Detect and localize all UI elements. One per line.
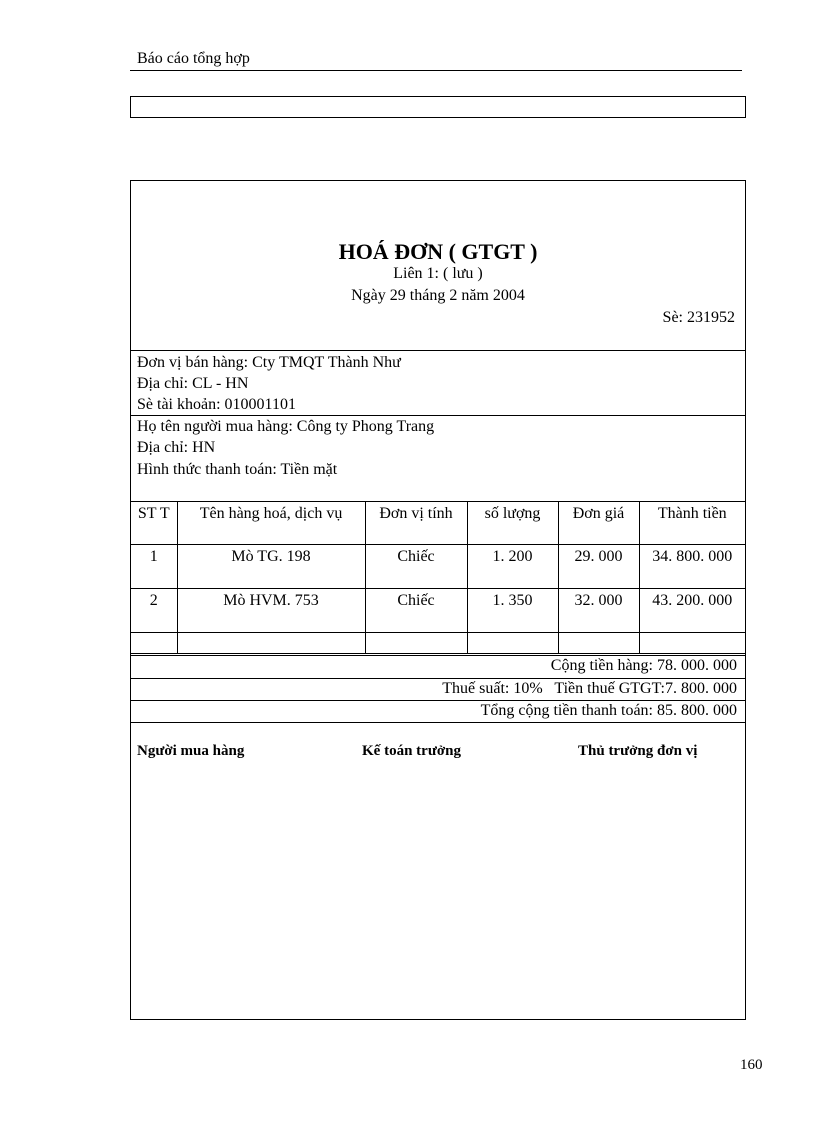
table-cell [177,633,365,654]
column-header: ST T [131,502,177,545]
table-cell [639,633,745,654]
table-cell [467,633,558,654]
table-cell: Mò HVM. 753 [177,589,365,633]
table-cell [365,633,467,654]
table-header-row [131,502,745,545]
column-header: số lượng [467,502,558,545]
column-header: Thành tiền [639,502,745,545]
divider [131,655,745,656]
page-number: 160 [740,1057,763,1073]
table-cell: Mò TG. 198 [177,545,365,589]
table-cell: 34. 800. 000 [639,545,745,589]
header-divider [130,70,742,71]
table-cell: 43. 200. 000 [639,589,745,633]
table-cell: 1 [131,545,177,589]
invoice-date: Ngày 29 tháng 2 năm 2004 [351,287,525,304]
divider [131,700,745,701]
signature-head: Thủ trưởng đơn vị [578,743,698,759]
invoice-frame [130,180,746,1020]
invoice-title: HOÁ ĐƠN ( GTGT ) [338,239,538,264]
table-row [131,545,745,589]
items-table [131,501,745,654]
table-cell: 32. 000 [558,589,639,633]
table-cell: 1. 350 [467,589,558,633]
table-cell: 29. 000 [558,545,639,589]
divider [131,722,745,723]
buyer-address: Địa chỉ: HN [137,439,216,456]
divider [131,415,745,416]
table-row-empty [131,633,745,654]
seller-address: Địa chỉ: CL - HN [137,375,249,392]
buyer-name: Họ tên người mua hàng: Công ty Phong Trang [137,418,435,435]
table-cell [131,633,177,654]
invoice-number: Sè: 231952 [662,309,735,326]
signature-accountant: Kế toán trưởng [362,743,461,759]
table-cell: 2 [131,589,177,633]
column-header: Đơn vị tính [365,502,467,545]
seller-unit: Đơn vị bán hàng: Cty TMQT Thành Như [137,354,401,371]
table-cell: 1. 200 [467,545,558,589]
goods-total: Cộng tiền hàng: 78. 000. 000 [550,657,737,674]
table-cell [558,633,639,654]
grand-total: Tổng cộng tiền thanh toán: 85. 800. 000 [480,702,737,719]
empty-frame-box [130,96,746,118]
divider [131,678,745,679]
divider [131,350,745,351]
table-cell: Chiếc [365,589,467,633]
payment-method: Hình thức thanh toán: Tiền mặt [137,461,338,478]
page-header-title: Báo cáo tổng hợp [137,50,250,67]
tax-total: Thuế suất: 10% Tiền thuế GTGT:7. 800. 000 [442,680,737,697]
column-header: Tên hàng hoá, dịch vụ [177,502,365,545]
signature-buyer: Người mua hàng [137,743,245,759]
table-cell: Chiếc [365,545,467,589]
seller-account: Sè tài khoản: 010001101 [137,396,296,413]
column-header: Đơn giá [558,502,639,545]
table-row [131,589,745,633]
invoice-copy-label: Liên 1: ( lưu ) [393,265,483,282]
